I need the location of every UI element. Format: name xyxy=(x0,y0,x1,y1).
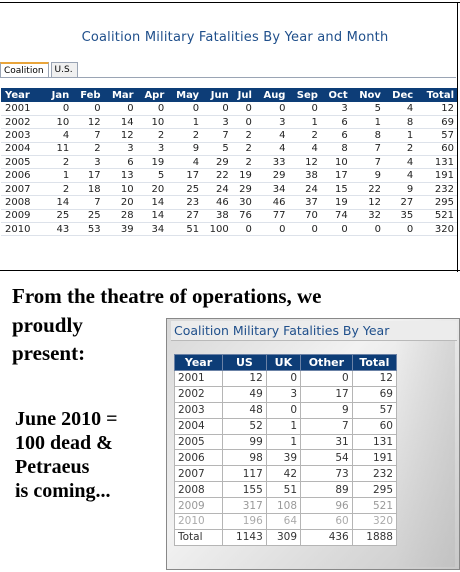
table-cell: 10 xyxy=(137,115,168,128)
table-cell: 0 xyxy=(202,102,232,115)
table-cell: 12 xyxy=(104,129,137,142)
caption-note xyxy=(15,407,165,503)
table-cell: 69 xyxy=(416,115,457,128)
table-cell: 22 xyxy=(202,169,232,182)
table-cell: 3 xyxy=(266,386,300,402)
table-cell: 19 xyxy=(137,156,168,169)
table-cell: 25 xyxy=(45,209,73,222)
table-row xyxy=(175,466,397,482)
table-cell: 43 xyxy=(45,223,73,236)
table-cell: 35 xyxy=(384,209,416,222)
table-cell: 108 xyxy=(266,498,300,514)
table-row xyxy=(1,102,457,115)
inset-title-bar xyxy=(171,321,457,341)
table-cell: 0 xyxy=(232,102,255,115)
table-row xyxy=(1,169,457,182)
table-cell: 9 xyxy=(384,182,416,195)
table-cell: 27 xyxy=(384,196,416,209)
top-border xyxy=(0,2,460,3)
table-cell: 155 xyxy=(223,482,267,498)
table-cell: 7 xyxy=(351,142,384,155)
table-cell: 76 xyxy=(232,209,255,222)
table-cell: 60 xyxy=(352,418,396,434)
table-cell: 17 xyxy=(167,169,202,182)
table-cell: 17 xyxy=(72,169,103,182)
column-header: May xyxy=(167,88,202,102)
table-cell: 3 xyxy=(72,156,103,169)
table-cell: 52 xyxy=(223,418,267,434)
table-cell: 2001 xyxy=(175,371,223,387)
table-cell: 1 xyxy=(266,418,300,434)
column-header: US xyxy=(223,355,267,371)
table-row xyxy=(1,115,457,128)
table-cell: 57 xyxy=(416,129,457,142)
table-cell: 0 xyxy=(72,102,103,115)
table-cell: 1 xyxy=(384,129,416,142)
table-cell: 2009 xyxy=(175,498,223,514)
table-cell: 11 xyxy=(45,142,73,155)
table-cell: 25 xyxy=(167,182,202,195)
table-cell: 24 xyxy=(288,182,320,195)
table-cell: 12 xyxy=(72,115,103,128)
table-cell: 295 xyxy=(352,482,396,498)
table-cell: 2005 xyxy=(175,434,223,450)
table-cell: 20 xyxy=(137,182,168,195)
table-cell: 232 xyxy=(352,466,396,482)
table-cell: 4 xyxy=(255,142,289,155)
table-cell: 1 xyxy=(288,115,320,128)
table-cell: 0 xyxy=(255,223,289,236)
table-cell: 14 xyxy=(104,115,137,128)
table-cell: 49 xyxy=(223,386,267,402)
tab-us[interactable]: U.S. xyxy=(51,62,78,78)
table-cell: 0 xyxy=(167,102,202,115)
table-cell: 8 xyxy=(321,142,351,155)
table-cell: 4 xyxy=(384,169,416,182)
table-cell: 69 xyxy=(352,386,396,402)
table-row xyxy=(1,209,457,222)
column-header: Total xyxy=(352,355,396,371)
column-header: Total xyxy=(416,88,457,102)
table-header-row xyxy=(175,355,397,371)
table-cell: 38 xyxy=(202,209,232,222)
column-header: Apr xyxy=(137,88,168,102)
table-cell: 77 xyxy=(255,209,289,222)
table-cell: 17 xyxy=(321,169,351,182)
table-row xyxy=(175,529,397,545)
headline-proudly: proudly xyxy=(12,313,83,337)
table-cell: 436 xyxy=(301,529,353,545)
table-cell: 9 xyxy=(301,402,353,418)
column-header: Jul xyxy=(232,88,255,102)
table-cell: 0 xyxy=(266,402,300,418)
table-row xyxy=(1,142,457,155)
table-row xyxy=(175,386,397,402)
table-cell: 38 xyxy=(288,169,320,182)
note-line: June 2010 = xyxy=(15,408,118,430)
table-cell: 1 xyxy=(45,169,73,182)
table-row xyxy=(175,402,397,418)
table-cell: 19 xyxy=(232,169,255,182)
table-cell: 99 xyxy=(223,434,267,450)
table-cell: 4 xyxy=(384,156,416,169)
table-cell: 22 xyxy=(351,182,384,195)
table-cell: 2004 xyxy=(1,142,45,155)
table-cell: 6 xyxy=(104,156,137,169)
table-cell: 89 xyxy=(301,482,353,498)
table-cell: 2 xyxy=(232,142,255,155)
table-cell: 33 xyxy=(255,156,289,169)
table-cell: 320 xyxy=(352,514,396,530)
note-line: Petraeus xyxy=(15,456,90,478)
table-cell: 4 xyxy=(384,102,416,115)
table-cell: 2003 xyxy=(175,402,223,418)
table-cell: 7 xyxy=(72,129,103,142)
table-cell: 13 xyxy=(104,169,137,182)
column-header: Aug xyxy=(255,88,289,102)
table-cell: 2006 xyxy=(1,169,45,182)
table-cell: 2 xyxy=(45,156,73,169)
table-cell: 1 xyxy=(266,434,300,450)
table-cell: 4 xyxy=(288,142,320,155)
column-header: Sep xyxy=(288,88,320,102)
table-cell: Total xyxy=(175,529,223,545)
table-cell: 12 xyxy=(288,156,320,169)
table-cell: 14 xyxy=(137,209,168,222)
table-cell: 29 xyxy=(202,156,232,169)
table-row xyxy=(175,514,397,530)
headline: From the theatre of operations, we xyxy=(12,284,322,308)
table-cell: 46 xyxy=(255,196,289,209)
table-row xyxy=(175,434,397,450)
table-cell: 2 xyxy=(72,142,103,155)
table-cell: 2 xyxy=(232,156,255,169)
table-cell: 14 xyxy=(137,196,168,209)
table-cell: 2007 xyxy=(1,182,45,195)
table-cell: 2003 xyxy=(1,129,45,142)
tab-coalition[interactable]: Coalition xyxy=(0,62,49,78)
table-cell: 39 xyxy=(104,223,137,236)
column-header: Other xyxy=(301,355,353,371)
table-cell: 74 xyxy=(321,209,351,222)
table-cell: 42 xyxy=(266,466,300,482)
table-cell: 0 xyxy=(351,223,384,236)
table-header-row xyxy=(1,88,457,102)
table-row xyxy=(1,223,457,236)
table-cell: 12 xyxy=(351,196,384,209)
table-cell: 7 xyxy=(301,418,353,434)
table-cell: 2 xyxy=(384,142,416,155)
table-cell: 20 xyxy=(104,196,137,209)
table-cell: 7 xyxy=(72,196,103,209)
page-title: Coalition Military Fatalities By Year and Month xyxy=(81,30,389,45)
table-cell: 24 xyxy=(202,182,232,195)
inset-shadow xyxy=(395,341,455,567)
table-row xyxy=(175,482,397,498)
table-cell: 10 xyxy=(104,182,137,195)
table-cell: 37 xyxy=(288,196,320,209)
table-cell: 2 xyxy=(45,182,73,195)
table-cell: 3 xyxy=(321,102,351,115)
tab-bar xyxy=(0,62,80,78)
section-divider xyxy=(0,270,460,271)
inset-title: Coalition Military Fatalities By Year xyxy=(174,323,390,338)
column-header: Oct xyxy=(321,88,351,102)
table-cell: 2002 xyxy=(1,115,45,128)
table-row xyxy=(175,450,397,466)
table-row xyxy=(1,156,457,169)
table-cell: 12 xyxy=(352,371,396,387)
table-cell: 2009 xyxy=(1,209,45,222)
column-header: Year xyxy=(1,88,45,102)
table-cell: 10 xyxy=(321,156,351,169)
table-cell: 2010 xyxy=(175,514,223,530)
table-cell: 191 xyxy=(352,450,396,466)
table-cell: 3 xyxy=(255,115,289,128)
monthly-fatalities-table xyxy=(1,88,457,236)
table-cell: 1 xyxy=(351,115,384,128)
table-cell: 0 xyxy=(384,223,416,236)
column-header: Year xyxy=(175,355,223,371)
table-cell: 28 xyxy=(104,209,137,222)
table-cell: 60 xyxy=(416,142,457,155)
table-cell: 34 xyxy=(255,182,289,195)
table-cell: 73 xyxy=(301,466,353,482)
table-cell: 1888 xyxy=(352,529,396,545)
table-cell: 8 xyxy=(351,129,384,142)
table-cell: 15 xyxy=(321,182,351,195)
table-cell: 14 xyxy=(45,196,73,209)
table-cell: 117 xyxy=(223,466,267,482)
table-row xyxy=(1,182,457,195)
table-cell: 7 xyxy=(202,129,232,142)
table-cell: 64 xyxy=(266,514,300,530)
table-cell: 29 xyxy=(255,169,289,182)
table-cell: 9 xyxy=(351,169,384,182)
table-cell: 0 xyxy=(104,102,137,115)
table-cell: 0 xyxy=(301,371,353,387)
table-cell: 34 xyxy=(137,223,168,236)
table-cell: 12 xyxy=(416,102,457,115)
table-cell: 19 xyxy=(321,196,351,209)
table-cell: 0 xyxy=(288,223,320,236)
table-cell: 46 xyxy=(202,196,232,209)
table-cell: 2004 xyxy=(175,418,223,434)
table-cell: 1143 xyxy=(223,529,267,545)
table-cell: 2008 xyxy=(175,482,223,498)
table-cell: 0 xyxy=(137,102,168,115)
table-cell: 0 xyxy=(232,223,255,236)
table-cell: 39 xyxy=(266,450,300,466)
table-cell: 4 xyxy=(45,129,73,142)
inset-screenshot xyxy=(166,318,460,570)
table-row xyxy=(1,196,457,209)
table-cell: 0 xyxy=(255,102,289,115)
table-cell: 317 xyxy=(223,498,267,514)
table-cell: 23 xyxy=(167,196,202,209)
table-cell: 25 xyxy=(72,209,103,222)
table-cell: 4 xyxy=(255,129,289,142)
table-cell: 8 xyxy=(384,115,416,128)
column-header: Jan xyxy=(45,88,73,102)
table-cell: 521 xyxy=(352,498,396,514)
table-cell: 18 xyxy=(72,182,103,195)
column-header: Feb xyxy=(72,88,103,102)
column-header: Jun xyxy=(202,88,232,102)
table-cell: 0 xyxy=(266,371,300,387)
table-cell: 51 xyxy=(167,223,202,236)
table-row xyxy=(175,371,397,387)
table-cell: 2 xyxy=(167,129,202,142)
table-cell: 48 xyxy=(223,402,267,418)
table-cell: 0 xyxy=(45,102,73,115)
table-cell: 2005 xyxy=(1,156,45,169)
yearly-fatalities-table xyxy=(174,354,397,546)
column-header: Dec xyxy=(384,88,416,102)
table-cell: 17 xyxy=(301,386,353,402)
table-cell: 53 xyxy=(72,223,103,236)
table-cell: 295 xyxy=(416,196,457,209)
table-cell: 2002 xyxy=(175,386,223,402)
table-cell: 2008 xyxy=(1,196,45,209)
table-cell: 100 xyxy=(202,223,232,236)
table-cell: 2010 xyxy=(1,223,45,236)
table-cell: 27 xyxy=(167,209,202,222)
table-cell: 309 xyxy=(266,529,300,545)
table-cell: 2001 xyxy=(1,102,45,115)
table-cell: 521 xyxy=(416,209,457,222)
table-cell: 10 xyxy=(45,115,73,128)
table-cell: 3 xyxy=(104,142,137,155)
table-cell: 6 xyxy=(321,129,351,142)
table-cell: 196 xyxy=(223,514,267,530)
headline-present: present: xyxy=(12,341,86,365)
table-cell: 60 xyxy=(301,514,353,530)
table-cell: 30 xyxy=(232,196,255,209)
table-cell: 3 xyxy=(137,142,168,155)
table-cell: 2 xyxy=(137,129,168,142)
table-cell: 31 xyxy=(301,434,353,450)
table-cell: 5 xyxy=(202,142,232,155)
note-line: 100 dead & xyxy=(15,432,113,454)
table-cell: 2006 xyxy=(175,450,223,466)
table-cell: 5 xyxy=(137,169,168,182)
table-cell: 3 xyxy=(202,115,232,128)
table-cell: 0 xyxy=(288,102,320,115)
table-cell: 191 xyxy=(416,169,457,182)
table-cell: 54 xyxy=(301,450,353,466)
table-cell: 57 xyxy=(352,402,396,418)
tab-underline xyxy=(0,77,456,78)
table-cell: 12 xyxy=(223,371,267,387)
table-cell: 232 xyxy=(416,182,457,195)
table-row xyxy=(175,418,397,434)
table-cell: 32 xyxy=(351,209,384,222)
table-cell: 2 xyxy=(232,129,255,142)
table-cell: 51 xyxy=(266,482,300,498)
table-cell: 131 xyxy=(416,156,457,169)
table-cell: 320 xyxy=(416,223,457,236)
table-cell: 1 xyxy=(167,115,202,128)
table-cell: 131 xyxy=(352,434,396,450)
table-cell: 0 xyxy=(232,115,255,128)
table-cell: 70 xyxy=(288,209,320,222)
table-cell: 9 xyxy=(167,142,202,155)
column-header: UK xyxy=(266,355,300,371)
table-cell: 6 xyxy=(321,115,351,128)
table-row xyxy=(175,498,397,514)
table-cell: 4 xyxy=(167,156,202,169)
table-cell: 2 xyxy=(288,129,320,142)
table-cell: 29 xyxy=(232,182,255,195)
table-cell: 0 xyxy=(321,223,351,236)
table-cell: 2007 xyxy=(175,466,223,482)
column-header: Nov xyxy=(351,88,384,102)
column-header: Mar xyxy=(104,88,137,102)
table-cell: 96 xyxy=(301,498,353,514)
table-cell: 98 xyxy=(223,450,267,466)
table-row xyxy=(1,129,457,142)
table-cell: 7 xyxy=(351,156,384,169)
table-cell: 5 xyxy=(351,102,384,115)
note-line: is coming... xyxy=(15,480,111,502)
